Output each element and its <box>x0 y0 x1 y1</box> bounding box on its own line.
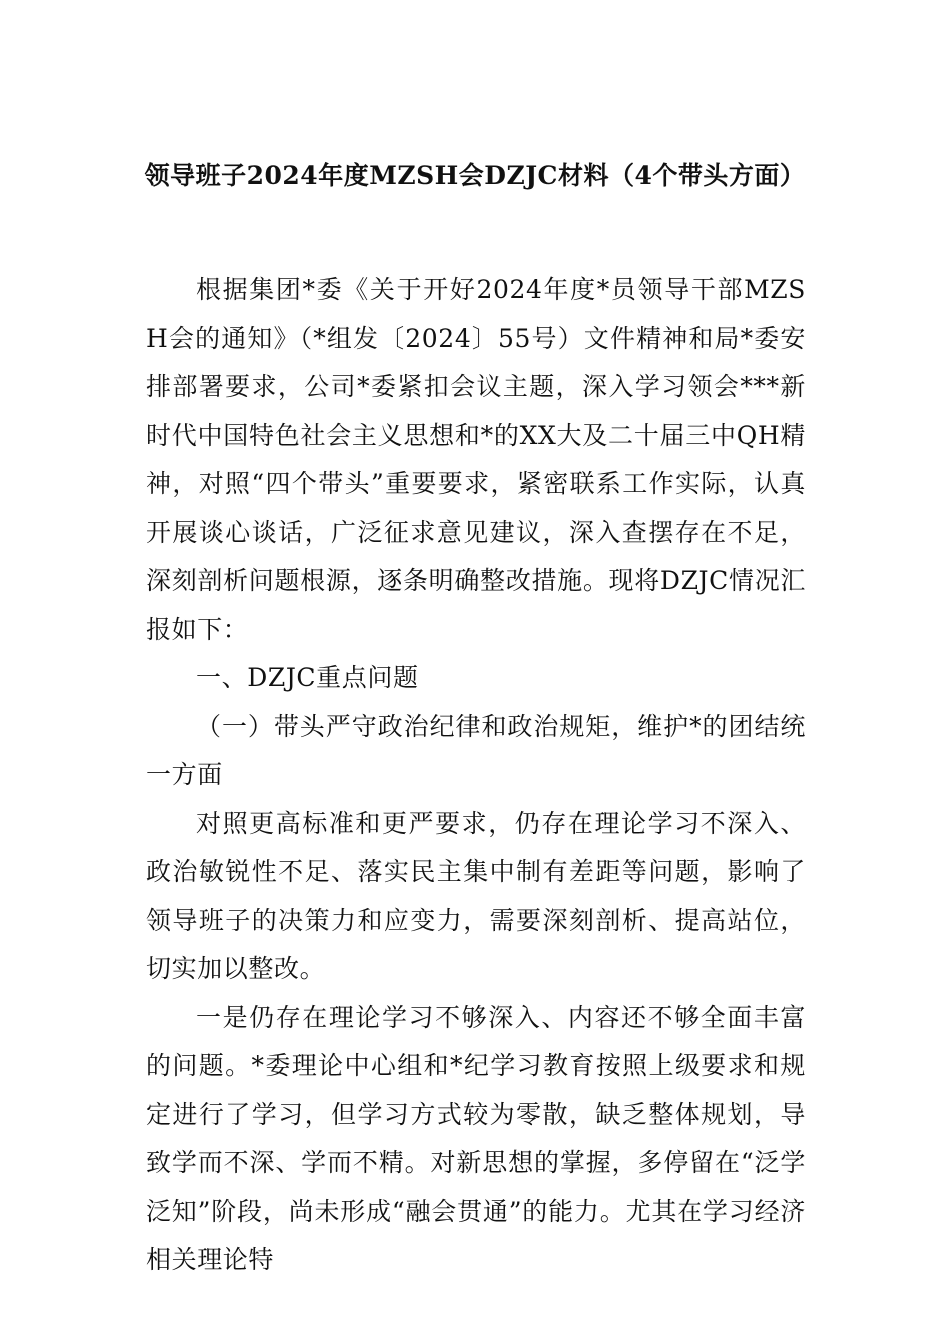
subsection-heading: （一）带头严守政治纪律和政治规矩，维护*的团结统一方面 <box>146 711 806 789</box>
document-body <box>146 266 806 1285</box>
document-title: 领导班子2024年度MZSH会DZJC材料（4个带头方面） <box>144 161 806 190</box>
summary-paragraph: 对照更高标准和更严要求，仍存在理论学习不深入、政治敏锐性不足、落实民主集中制有差距等问题，影响了领导班子的决策力和应变力，需要深刻剖析、提高站位，切实加以整改。 <box>146 808 806 983</box>
issue-one-paragraph: 一是仍存在理论学习不够深入、内容还不够全面丰富的问题。*委理论中心组和*纪学习教育按照上级要求和规定进行了学习，但学习方式较为零散，缺乏整体规划，导致学而不深、学而不精。对新思想的掌握，多停留在“泛学泛知”阶段，尚未形成“融会贯通”的能力。尤其在学习经济相关理论特 <box>146 1002 806 1274</box>
section-heading: 一、DZJC重点问题 <box>196 663 419 692</box>
intro-paragraph: 根据集团*委《关于开好2024年度*员领导干部MZSH会的通知》（*组发〔2024〕55号）文件精神和局*委安排部署要求，公司*委紧扣会议主题，深入学习领会***新时代中国特色社会主义思想和*的XX大及二十届三中QH精神，对照“四个带头”重要要求，紧密联系工作实际，认真开展谈心谈话，广泛征求意见建议，深入查摆存在不足，深刻剖析问题根源，逐条明确整改措施。现将DZJC情况汇报如下： <box>146 275 806 644</box>
